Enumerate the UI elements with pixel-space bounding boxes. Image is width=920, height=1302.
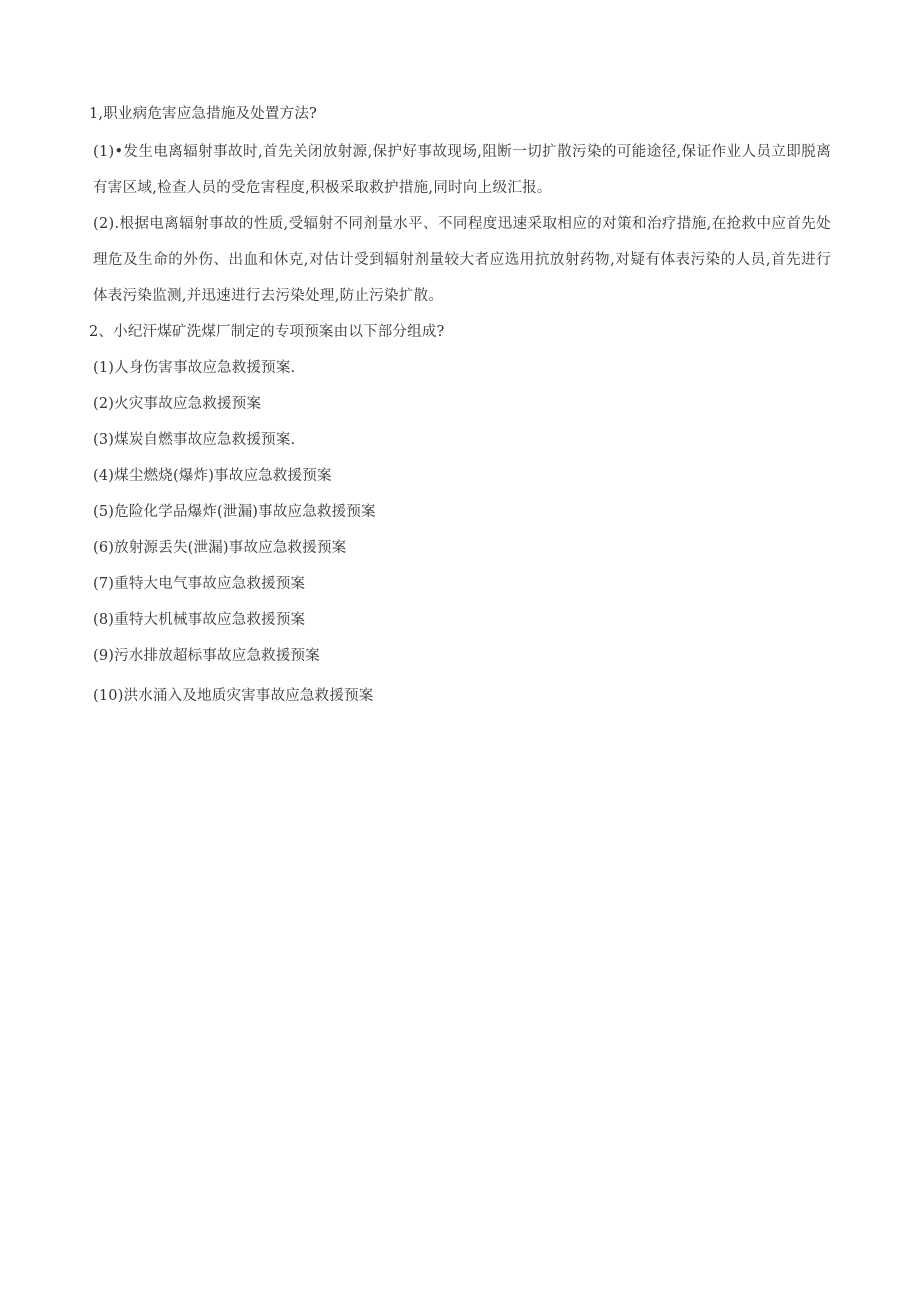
question-1-paragraph-1: (1)•发生电离辐射事故时,首先关闭放射源,保护好事故现场,阻断一切扩散污染的可能途径,保证作业人员立即脱离有害区域,检查人员的受危害程度,积极采取救护措施,同时向上级汇报。	[93, 144, 831, 196]
list-item: (8)重特大机械事故应急救援预案	[93, 612, 306, 628]
list-item: (3)煤炭自燃事故应急救援预案.	[93, 432, 296, 448]
list-item: (7)重特大电气事故应急救援预案	[93, 576, 306, 592]
list-item: (1)人身伤害事故应急救援预案.	[93, 360, 296, 376]
list-item: (10)洪水涌入及地质灾害事故应急救援预案	[93, 688, 374, 704]
list-item: (4)煤尘燃烧(爆炸)事故应急救援预案	[93, 468, 332, 484]
document-content	[89, 96, 831, 714]
list-item: (9)污水排放超标事故应急救援预案	[93, 648, 320, 664]
list-item: (2)火灾事故应急救援预案	[93, 396, 262, 412]
question-1-heading: 1,职业病危害应急措施及处置方法?	[89, 106, 318, 122]
list-item: (5)危险化学品爆炸(泄漏)事故应急救援预案	[93, 504, 376, 520]
list-item: (6)放射源丢失(泄漏)事故应急救援预案	[93, 540, 347, 556]
question-2-heading: 2、小纪汗煤矿洗煤厂制定的专项预案由以下部分组成?	[89, 324, 445, 340]
question-1-paragraph-2: (2).根据电离辐射事故的性质,受辐射不同剂量水平、不同程度迅速采取相应的对策和治疗措施,在抢救中应首先处理危及生命的外伤、出血和休克,对估计受到辐射剂量较大者应选用抗放射药物,对疑有体表污染的人员,首先进行体表污染监测,并迅速进行去污染处理,防止污染扩散。	[93, 216, 831, 304]
